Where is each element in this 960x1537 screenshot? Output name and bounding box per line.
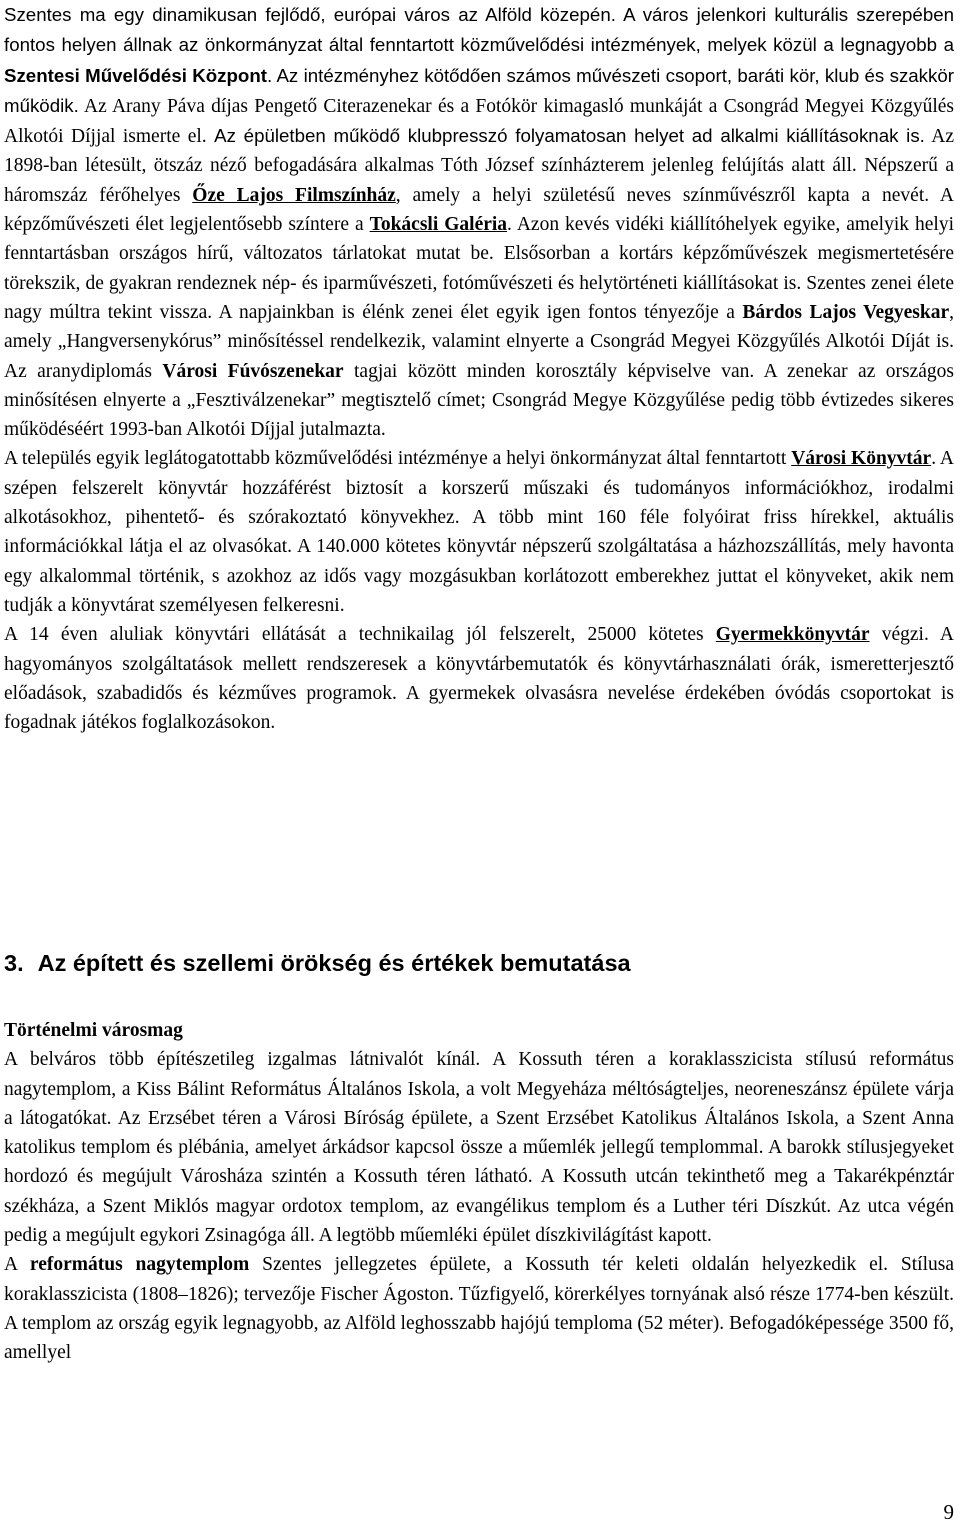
text-run: , amely „Hangversenykórus” minősítéssel rendelkezik, valamint elnyerte a Csongrád Megyei Közgyűlés Alkotói Díját is. Az aranydiplomás xyxy=(4,301,954,382)
text-run: Szentes ma egy dinamikusan fejlődő, európai város az Alföld közepén. A város jelenkori kulturális szerepében fontos helyen állnak az önkormányzat által fenntartott közművelődési intézmények, melyek közül a legnagyobb a xyxy=(4,4,954,56)
bold-reformatus-nagytemplom: református nagytemplom xyxy=(29,1254,250,1276)
text-run: A xyxy=(4,1254,30,1276)
text-run: . A szépen felszerelt könyvtár hozzáférést biztosít a korszerű műszaki és tudományos információkhoz, irodalmi alkotásokhoz, pihentető- és szórakoztató könyvekhez. A több mint 160 féle folyóirat friss hírekkel, aktuális információkkal látja el az olvasókat. A 140.000 kötetes könyvtár népszerű szolgáltatása a házhozszállítás, mely havonta egy alkalommal történik, s azokhoz az idős vagy mozgásukban korlátozott emberekhez juttat el könyveket, akik nem tudják a könyvtárat személyesen felkeresni. xyxy=(4,448,954,616)
link-tokacsli-galeria[interactable]: Tokácsli Galéria xyxy=(369,214,508,236)
section-title: Az épített és szellemi örökség és értékek bemutatása xyxy=(37,950,631,976)
bold-varosi-fuvoszenekar: Városi Fúvószenekar xyxy=(162,360,344,382)
text-run: Az 1898-ban létesült, ötszáz néző befogadására alkalmas Tóth József színházterem jelenleg felújítás alatt áll. Népszerű a háromszáz férőhelyes xyxy=(4,126,954,206)
text-run: Az Arany Páva díjas Pengető Citerazenekar és a Fotókör kimagasló munkáját a Csongrád Megyei Közgyűlés Alkotói Díjjal ismerte el. xyxy=(4,95,954,148)
text-run: . Az intézményhez kötődően számos művészeti csoport, baráti kör, klub és szakkör működik. xyxy=(4,64,954,116)
section-number: 3. xyxy=(4,950,24,976)
text-run: A belváros több építészetileg izgalmas látnivalót kínál. A Kossuth téren a koraklasszicista stílusú református nagytemplom, a Kiss Bálint Református Általános Iskola, a volt Megyeháza méltóságteljes, neoreneszánsz épülete várja a látogatókat. Az Erzsébet téren a Városi Bíróság épülete, a Szent Erzsébet Katolikus Általános Iskola, a Szent Anna katolikus templom és plébánia, amelyet árkádsor kapcsol össze a műemlék jellegű templommal. A barokk stílusjegyeket hordozó és megújult Városháza szintén a Kossuth téren látható. A Kossuth utcán tekinthető meg a Takarékpénztár székháza, a Szent Miklós magyar ordotox templom, az evangélikus templom és a Luther téri Díszkút. Az utca végén pedig a megújult egykori Zsinagóga áll. A legtöbb műemléki épület díszkivilágítást kapott. xyxy=(4,1049,954,1247)
text-run: Az épületben működő klubpresszó folyamatosan helyet ad alkalmi kiállításoknak is. xyxy=(214,125,925,147)
text-run: , amely a helyi születésű neves színművészről kapta a nevét. A képzőművészeti élet legjelentősebb színtere a xyxy=(4,184,954,236)
link-gyermekkonyvtar[interactable]: Gyermekkönyvtár xyxy=(715,624,870,646)
text-run: A település egyik leglátogatottabb közművelődési intézménye a helyi önkormányzat által fenntartott xyxy=(4,448,792,470)
children-library-paragraph xyxy=(4,620,954,737)
link-oze-lajos-filmszinhaz[interactable]: Őze Lajos Filmszínház xyxy=(192,184,396,206)
heritage-section xyxy=(4,1016,954,1368)
page-number: 9 xyxy=(943,1500,954,1524)
link-varosi-konyvtar[interactable]: Városi Könyvtár xyxy=(791,448,932,470)
old-town-paragraph xyxy=(4,1045,954,1250)
text-run: . Azon kevés vidéki kiállítóhelyek egyike, amelyik helyi fenntartásban országos hírű, változatos tárlatokat mutat be. Elsősorban a kortárs képzőművészek megismertetésére törekszik, de gyakran rendeznek nép- és iparművészeti, fotóművészeti és helytörténeti kiállításokat is. Szentes zenei élete nagy múltra tekint vissza. A napjainkban is élénk zenei élet egyik igen fontos tényezője a xyxy=(4,214,954,323)
link-muvelodesi-kozpont: Szentesi Művelődési Központ xyxy=(4,64,267,86)
section-heading xyxy=(4,948,631,978)
library-paragraph xyxy=(4,444,954,620)
text-run: Szentes jellegzetes épülete, a Kossuth tér keleti oldalán helyezkedik el. Stílusa koraklasszicista (1808–1826); tervezője Fischer Ágoston. Tűzfigyelő, körerkélyes tornyának alsó része 1774-ben készült. A templom az ország egyik legnagyobb, az Alföld leghosszabb hajójú temploma (52 méter). Befogadóképessége 3500 fő, amellyel xyxy=(4,1254,954,1364)
church-paragraph xyxy=(4,1250,954,1367)
bold-bardos-lajos-vegyeskar: Bárdos Lajos Vegyeskar xyxy=(742,301,950,323)
page-content xyxy=(4,0,954,737)
text-run: tagjai között minden korosztály képviselve van. A zenekar az országos minősítésen elnyerte a „Fesztiválzenekar” megtisztelő címet; Csongrád Megye Közgyűlése pedig több évtizedes sikeres működéséért 1993-ban Alkotói Díjjal jutalmazta. xyxy=(4,360,955,441)
text-run: A 14 éven aluliak könyvtári ellátását a technikailag jól felszerelt, 25000 kötetes xyxy=(4,624,716,646)
text-run: végzi. A hagyományos szolgáltatások mellett rendszeresek a könyvtárbemutatók és könyvtárhasználati órák, ismeretterjesztő előadások, szabadidős és kézműves programok. A gyermekek olvasásra nevelése érdekében óvódás csoportokat is fogadnak játékos foglalkozásokon. xyxy=(4,624,954,734)
culture-paragraph xyxy=(4,0,954,444)
subsection-title: Történelmi városmag xyxy=(4,1020,183,1041)
